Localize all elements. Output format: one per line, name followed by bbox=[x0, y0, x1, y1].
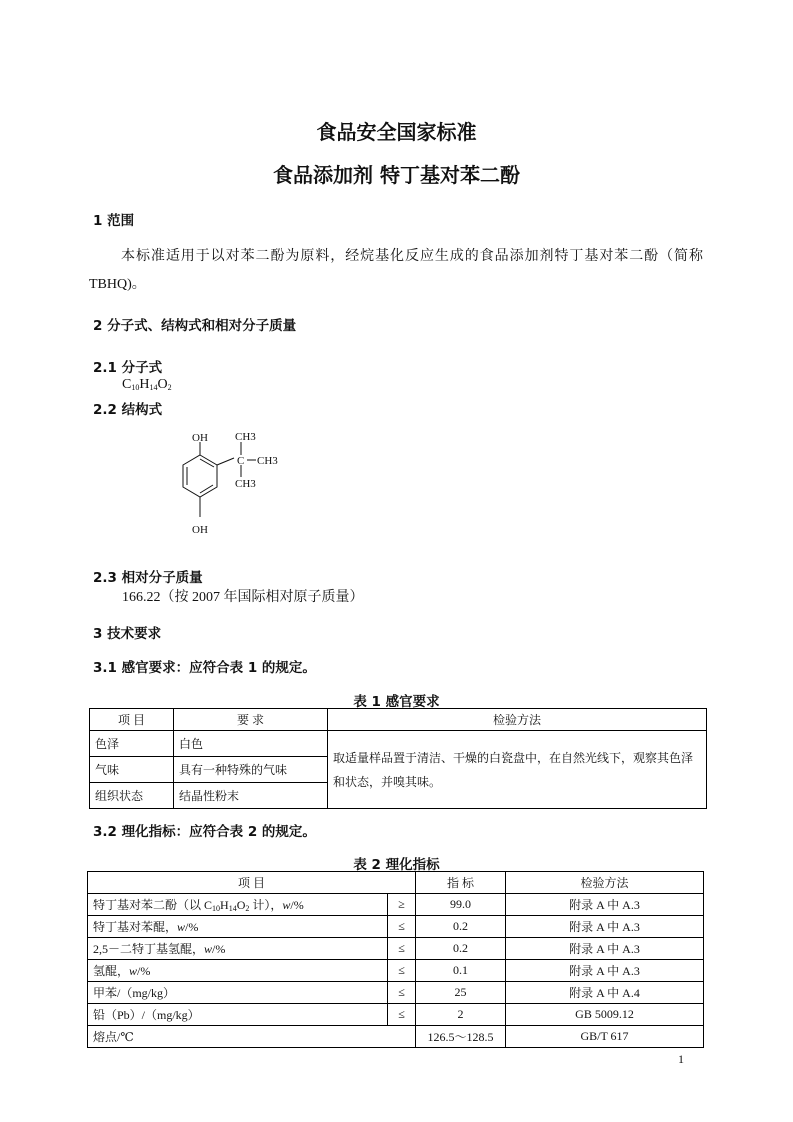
section-1-heading: 1 范围 bbox=[93, 213, 135, 229]
row-method: 附录 A 中 A.3 bbox=[506, 894, 704, 916]
oh-bottom-label: OH bbox=[192, 524, 208, 536]
table-header-row bbox=[88, 872, 704, 894]
inspection-method: 取适量样品置于清洁、干燥的白瓷盘中，在自然光线下，观察其色泽和状态，并嗅其味。 bbox=[328, 731, 707, 809]
physicochemical-table bbox=[87, 871, 704, 1048]
row-item: 特丁基对苯醌，w/% bbox=[88, 916, 388, 938]
row-item: 2,5－二特丁基氢醌，w/% bbox=[88, 938, 388, 960]
row-item: 特丁基对苯二酚（以 $C_{10}H_{14}O_2$ 计），w/% bbox=[88, 894, 388, 916]
tert-butyl-bond bbox=[217, 458, 234, 465]
section-2-3-text: 166.22（按 2007 年国际相对原子质量） bbox=[122, 590, 364, 605]
row-method: 附录 A 中 A.3 bbox=[506, 916, 704, 938]
c-center-label: C bbox=[237, 455, 245, 467]
row-operator: ≤ bbox=[388, 938, 416, 960]
row-operator: ≤ bbox=[388, 916, 416, 938]
header-method: 检验方法 bbox=[328, 709, 707, 731]
structural-formula bbox=[160, 425, 290, 540]
table-row bbox=[88, 894, 704, 916]
row-value: 126.5～128.5 bbox=[416, 1026, 506, 1048]
table-1-caption: 表 1 感官要求 bbox=[353, 694, 440, 710]
table-row bbox=[88, 960, 704, 982]
section-2-heading: 2 分子式、结构式和相对分子质量 bbox=[93, 318, 297, 334]
row-operator: ≥ bbox=[388, 894, 416, 916]
row-value: 0.2 bbox=[416, 938, 506, 960]
row-operator: ≤ bbox=[388, 960, 416, 982]
row-item: 氢醌，w/% bbox=[88, 960, 388, 982]
ch3-bottom-label: CH3 bbox=[235, 478, 256, 490]
row-item: 色泽 bbox=[90, 731, 174, 757]
table-2-caption: 表 2 理化指标 bbox=[353, 857, 440, 873]
row-value: 99.0 bbox=[416, 894, 506, 916]
ch3-top-label: CH3 bbox=[235, 431, 256, 443]
table-row bbox=[88, 982, 704, 1004]
row-value: 2 bbox=[416, 1004, 506, 1026]
header-method: 检验方法 bbox=[506, 872, 704, 894]
row-value: 0.2 bbox=[416, 916, 506, 938]
ch3-right-label: CH3 bbox=[257, 455, 278, 467]
row-method: 附录 A 中 A.3 bbox=[506, 938, 704, 960]
row-value: 0.1 bbox=[416, 960, 506, 982]
sensory-requirements-table bbox=[89, 708, 707, 809]
row-item: 甲苯/（mg/kg） bbox=[88, 982, 388, 1004]
section-3-heading: 3 技术要求 bbox=[93, 626, 162, 642]
row-value: 25 bbox=[416, 982, 506, 1004]
header-item: 项 目 bbox=[88, 872, 416, 894]
table-row bbox=[88, 1026, 704, 1048]
row-method: GB 5009.12 bbox=[506, 1004, 704, 1026]
row-requirement: 白色 bbox=[174, 731, 328, 757]
row-item: 组织状态 bbox=[90, 783, 174, 809]
document-subtitle: 食品添加剂 特丁基对苯二酚 bbox=[273, 163, 520, 187]
header-requirement: 要 求 bbox=[174, 709, 328, 731]
table-row bbox=[90, 731, 707, 757]
section-2-3-heading: 2.3 相对分子质量 bbox=[93, 570, 203, 586]
table-header-row bbox=[90, 709, 707, 731]
table-row bbox=[88, 938, 704, 960]
header-index: 指 标 bbox=[416, 872, 506, 894]
molecular-formula: $C_{10}H_{14}O_2$ bbox=[122, 377, 172, 392]
row-operator: ≤ bbox=[388, 982, 416, 1004]
page-number: 1 bbox=[678, 1052, 684, 1066]
row-item: 铅（Pb）/（mg/kg） bbox=[88, 1004, 388, 1026]
section-2-1-heading: 2.1 分子式 bbox=[93, 360, 163, 376]
section-3-1-heading: 3.1 感官要求：应符合表 1 的规定。 bbox=[93, 660, 316, 676]
header-item: 项 目 bbox=[90, 709, 174, 731]
row-item: 熔点/℃ bbox=[88, 1026, 416, 1048]
oh-top-label: OH bbox=[192, 432, 208, 444]
section-3-2-heading: 3.2 理化指标：应符合表 2 的规定。 bbox=[93, 824, 316, 840]
row-operator: ≤ bbox=[388, 1004, 416, 1026]
table-row bbox=[88, 916, 704, 938]
row-requirement: 结晶性粉末 bbox=[174, 783, 328, 809]
section-1-text: 本标准适用于以对苯二酚为原料，经烷基化反应生成的食品添加剂特丁基对苯二酚（简称TBHQ)。 bbox=[89, 249, 703, 292]
section-2-2-heading: 2.2 结构式 bbox=[93, 402, 163, 418]
row-item: 气味 bbox=[90, 757, 174, 783]
row-method: 附录 A 中 A.3 bbox=[506, 960, 704, 982]
document-title: 食品安全国家标准 bbox=[316, 120, 477, 144]
table-row bbox=[88, 1004, 704, 1026]
row-method: GB/T 617 bbox=[506, 1026, 704, 1048]
row-method: 附录 A 中 A.4 bbox=[506, 982, 704, 1004]
row-requirement: 具有一种特殊的气味 bbox=[174, 757, 328, 783]
